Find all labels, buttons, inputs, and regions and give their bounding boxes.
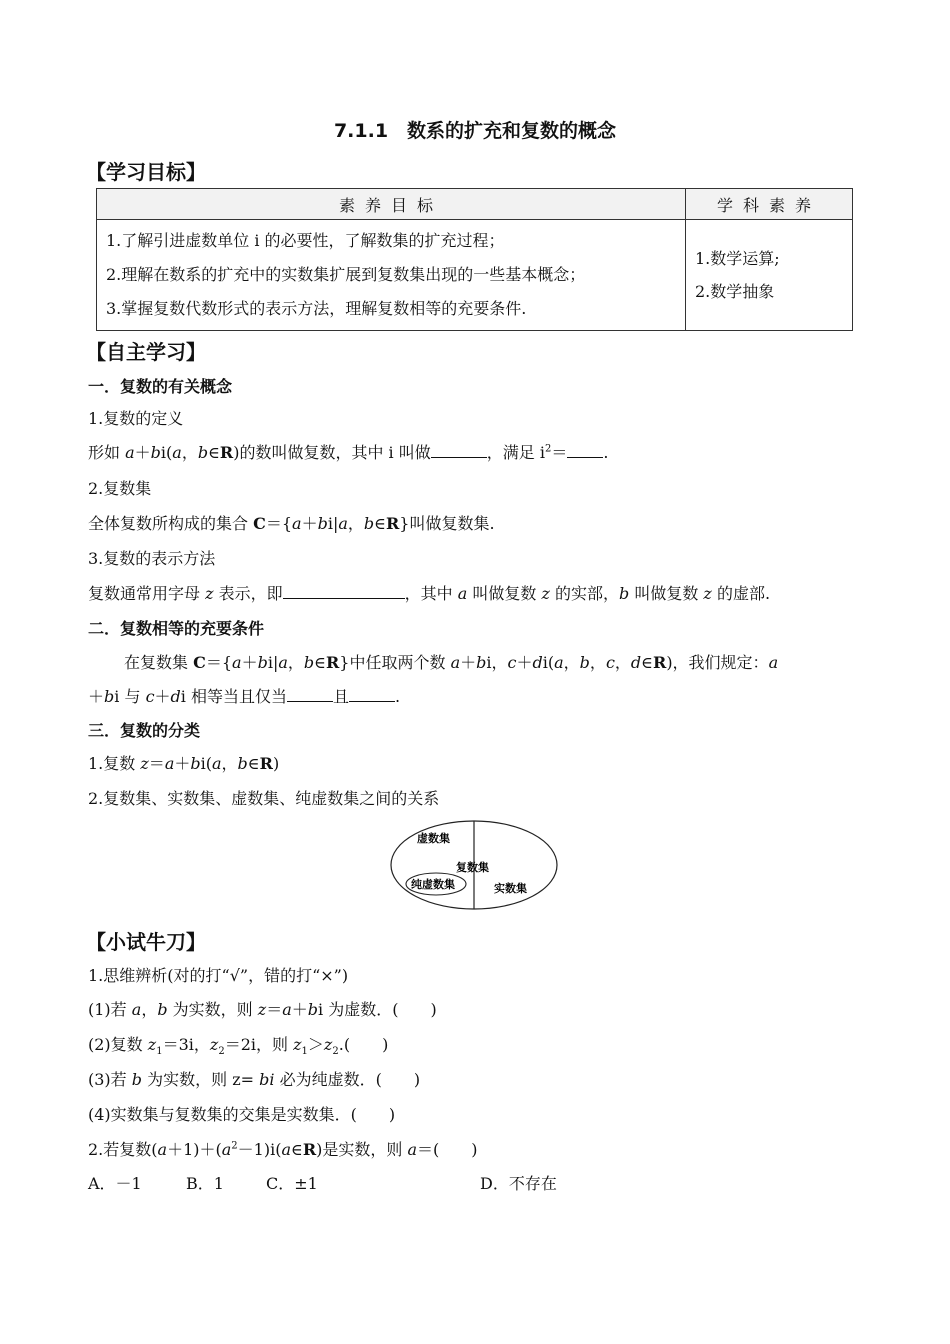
imaginary-set-label: 虚数集 — [417, 832, 450, 845]
part2-heading: 二．复数相等的充要条件 — [88, 619, 265, 638]
practice-q1-item3: (3)若 b 为实数，则 z= bi 必为纯虚数．( ) — [88, 1070, 421, 1089]
option-d: D．不存在 — [480, 1174, 557, 1193]
real-set-label: 实数集 — [494, 882, 527, 895]
classification-formula: 1.复数 z＝a＋bi(a，b∈R) — [88, 754, 280, 773]
section-practice-heading: 【小试牛刀】 — [86, 930, 206, 954]
literacy-item-1: 1.数学运算; — [695, 249, 780, 268]
relation-title: 2.复数集、实数集、虚数集、纯虚数集之间的关系 — [88, 789, 440, 808]
section-goals-heading: 【学习目标】 — [86, 160, 206, 184]
part3-heading: 三．复数的分类 — [88, 721, 201, 740]
section-self-study-heading: 【自主学习】 — [86, 340, 206, 364]
practice-q1-item1: (1)若 a，b 为实数，则 z＝a＋bi 为虚数．( ) — [88, 1000, 437, 1019]
goals-table — [96, 188, 853, 331]
practice-q1-item2: (2)复数 $z_1=3i$，$z_2=2i$，则 $z_1>z_2$.( ) — [88, 1035, 389, 1058]
practice-q2: 2.若复数$(a+1)+(a^2-1)i(a\in R)$是实数，则 a＝( ) — [88, 1140, 478, 1159]
pure-imaginary-set-label: 纯虚数集 — [411, 878, 455, 891]
literacy-item-2: 2.数学抽象 — [695, 282, 775, 301]
goal-item-1: 1.了解引进虚数单位 i 的必要性，了解数集的扩充过程； — [106, 231, 505, 250]
page-title: 7.1.1 数系的扩充和复数的概念 — [333, 120, 617, 142]
complex-set-title: 2.复数集 — [88, 479, 152, 498]
header-subject-literacy: 学科素养 — [716, 196, 821, 215]
practice-q1-title: 1.思维辨析(对的打“√”，错的打“×”) — [88, 966, 349, 985]
complex-set-label: 复数集 — [456, 861, 489, 874]
goal-item-3: 3.掌握复数代数形式的表示方法，理解复数相等的充要条件. — [106, 299, 527, 318]
option-a: A．－1 — [88, 1174, 142, 1193]
option-b: B．1 — [186, 1174, 224, 1193]
complex-definition-title: 1.复数的定义 — [88, 409, 184, 428]
practice-q1-item4: (4)实数集与复数集的交集是实数集．( ) — [88, 1105, 396, 1124]
complex-set-text: 全体复数所构成的集合 C＝{a＋bi|a，b∈R}叫做复数集. — [88, 514, 495, 533]
part1-heading: 一．复数的有关概念 — [88, 377, 233, 396]
representation-text: 复数通常用字母 z 表示，即 ，其中 a 叫做复数 z 的实部，b 叫做复数 z 的虚部. — [88, 584, 771, 603]
complex-definition-text: 形如 a＋bi(a，b∈R)的数叫做复数，其中 i 叫做 ，满足 $i^2=$ . — [88, 443, 609, 462]
header-literacy-goals: 素养目标 — [338, 196, 443, 215]
goal-item-2: 2.理解在数系的扩充中的实数集扩展到复数集出现的一些基本概念； — [106, 265, 586, 284]
number-set-diagram — [386, 818, 562, 914]
equality-text-line1: 在复数集 C＝{a＋bi|a，b∈R}中任取两个数 a＋bi，c＋di(a，b，c，d∈R)，我们规定：a — [124, 653, 779, 672]
equality-text-line2: ＋bi 与 c＋di 相等当且仅当 且 . — [88, 687, 401, 706]
representation-title: 3.复数的表示方法 — [88, 549, 216, 568]
option-c: C．±1 — [266, 1174, 318, 1193]
